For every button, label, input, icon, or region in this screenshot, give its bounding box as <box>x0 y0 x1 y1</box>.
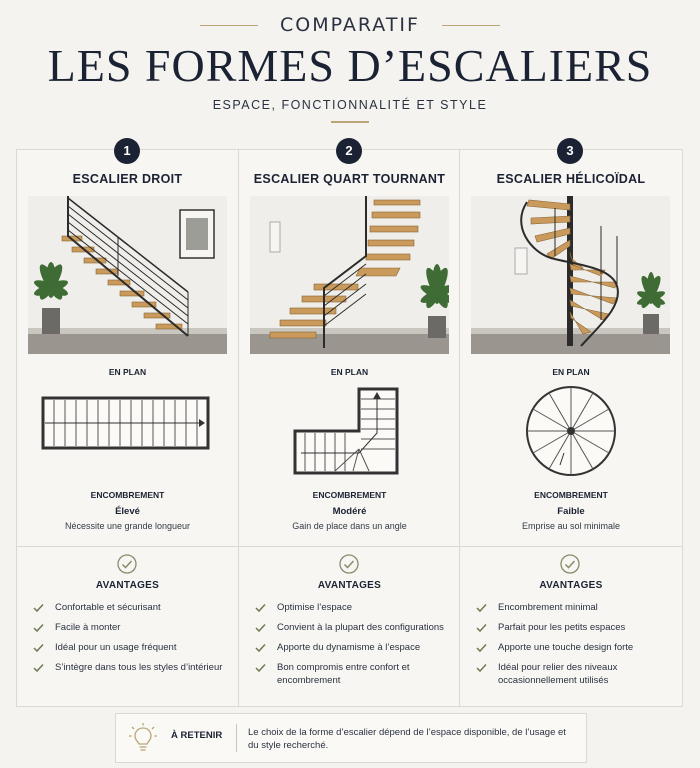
column-divider <box>460 546 682 547</box>
advantage-text: Apporte du dynamisme à l’espace <box>277 642 421 653</box>
column-number-badge: 1 <box>114 138 140 164</box>
advantage-text: Confortable et sécurisant <box>55 602 161 613</box>
check-icon <box>476 643 487 653</box>
list-item <box>33 662 233 675</box>
encombrement-value: Élevé <box>115 506 140 517</box>
remember-text: Le choix de la forme d’escalier dépend de l’espace disponible, de l’usage et du style recherché. <box>248 727 566 751</box>
remember-label: À RETENIR <box>171 730 223 741</box>
advantage-text: Parfait pour les petits espaces <box>498 622 626 633</box>
advantage-text: Encombrement minimal <box>498 602 598 613</box>
spiral-stair-plan <box>470 383 671 483</box>
advantages-list <box>33 602 233 682</box>
list-item <box>255 622 455 635</box>
advantages-label: AVANTAGES <box>539 580 603 591</box>
check-icon <box>476 623 487 633</box>
spiral-stair-photo <box>471 196 670 354</box>
column-title: ESCALIER HÉLICOÏDAL <box>496 172 646 186</box>
check-circle-icon <box>117 554 137 574</box>
column-number-badge: 2 <box>336 138 362 164</box>
advantage-text: S’intègre dans tous les styles d’intérieur <box>55 662 223 673</box>
encombrement-label: ENCOMBREMENT <box>534 490 608 500</box>
column-quarter-turn-stair <box>238 143 460 706</box>
check-icon <box>255 603 266 613</box>
list-item <box>33 602 233 615</box>
quarter-turn-stair-photo <box>250 196 449 354</box>
advantage-text: Idéal pour relier des niveaux occasionnellement utilisés <box>498 662 618 686</box>
encombrement-description: Nécessite une grande longueur <box>64 521 191 531</box>
advantages-list <box>255 602 455 695</box>
advantage-text: Apporte une touche design forte <box>498 642 634 653</box>
list-item <box>255 642 455 655</box>
check-icon <box>255 663 266 673</box>
column-spiral-stair <box>459 143 682 706</box>
column-divider <box>17 546 238 547</box>
straight-stair-plan <box>27 383 228 483</box>
header <box>0 0 700 150</box>
list-item <box>476 662 676 687</box>
list-item <box>476 622 676 635</box>
encombrement-description: Emprise au sol minimale <box>521 521 621 531</box>
list-item <box>33 642 233 655</box>
advantage-text: Optimise l’espace <box>277 602 352 613</box>
advantage-text: Bon compromis entre confort et encombrement <box>277 662 410 686</box>
advantages-label: AVANTAGES <box>317 580 382 591</box>
kicker: COMPARATIF <box>280 14 420 36</box>
check-circle-icon <box>339 554 359 574</box>
list-item <box>255 602 455 615</box>
check-icon <box>33 643 44 653</box>
check-icon <box>33 663 44 673</box>
page-subtitle: ESPACE, FONCTIONNALITÉ ET STYLE <box>212 98 488 112</box>
list-item <box>255 662 455 687</box>
comparison-grid <box>16 143 683 707</box>
column-straight-stair <box>17 143 238 706</box>
plan-label: EN PLAN <box>552 367 590 377</box>
column-divider <box>239 546 460 547</box>
check-icon <box>255 643 266 653</box>
encombrement-label: ENCOMBREMENT <box>312 490 387 500</box>
quarter-turn-stair-plan <box>249 383 450 483</box>
advantage-text: Facile à monter <box>55 622 121 633</box>
check-icon <box>33 623 44 633</box>
remember-box <box>115 713 587 763</box>
advantage-text: Convient à la plupart des configurations <box>277 622 444 633</box>
encombrement-label: ENCOMBREMENT <box>90 490 165 500</box>
remember-separator <box>236 724 237 752</box>
column-title: ESCALIER DROIT <box>72 172 183 186</box>
encombrement-value: Faible <box>557 506 585 517</box>
page-title: LES FORMES D’ESCALIERS <box>47 40 653 91</box>
column-title: ESCALIER QUART TOURNANT <box>253 172 446 186</box>
plan-label: EN PLAN <box>108 367 147 377</box>
plan-label: EN PLAN <box>330 367 369 377</box>
check-icon <box>476 603 487 613</box>
straight-stair-photo <box>28 196 227 354</box>
advantages-list <box>476 602 676 695</box>
subtitle-underline <box>331 121 369 123</box>
list-item <box>33 622 233 635</box>
check-circle-icon <box>560 554 580 574</box>
column-number-badge: 3 <box>557 138 583 164</box>
check-icon <box>33 603 44 613</box>
lightbulb-icon <box>128 722 158 754</box>
check-icon <box>476 663 487 673</box>
advantages-label: AVANTAGES <box>95 580 160 591</box>
encombrement-value: Modéré <box>332 506 367 517</box>
encombrement-description: Gain de place dans un angle <box>292 521 407 531</box>
list-item <box>476 642 676 655</box>
list-item <box>476 602 676 615</box>
advantage-text: Idéal pour un usage fréquent <box>55 642 177 653</box>
check-icon <box>255 623 266 633</box>
